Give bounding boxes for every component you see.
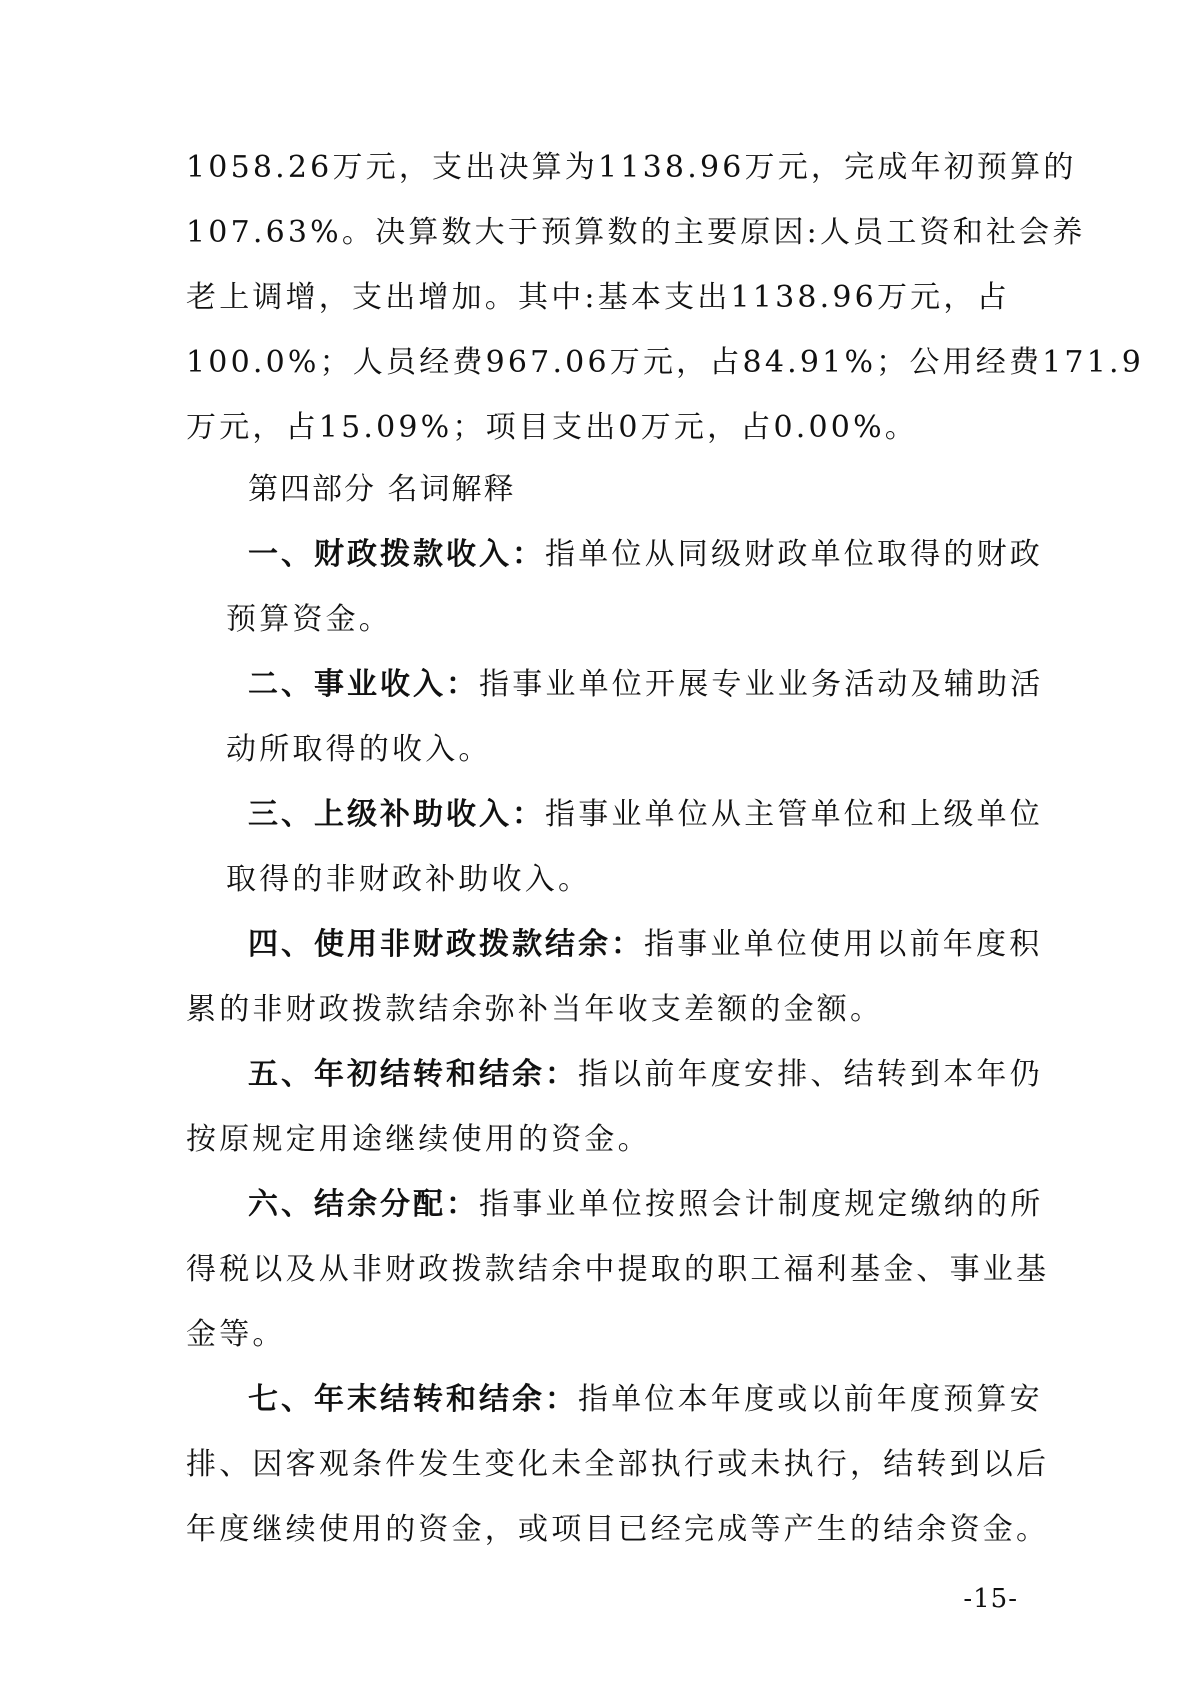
paragraph-line-1: 1058.26万元，支出决算为1138.96万元，完成年初预算的 — [186, 150, 1077, 185]
term-definition: 指单位本年度或以前年度预算安 — [578, 1382, 1043, 1417]
term-title: 二、事业收入： — [248, 667, 479, 702]
term-definition-cont: 动所取得的收入。 — [226, 732, 492, 767]
term-definition-cont: 排、因客观条件发生变化未全部执行或未执行，结转到以后 — [186, 1447, 1050, 1482]
term-definition-cont: 预算资金。 — [226, 602, 392, 637]
term-definition: 指事业单位开展专业业务活动及辅助活 — [479, 667, 1044, 702]
term-entry-7 — [248, 1380, 1043, 1420]
term-title: 一、财政拨款收入： — [248, 537, 545, 572]
term-entry-4 — [248, 925, 1042, 965]
term-definition-cont: 取得的非财政补助收入。 — [226, 862, 592, 897]
term-entry-2 — [248, 665, 1043, 705]
term-title: 五、年初结转和结余： — [248, 1057, 578, 1092]
term-entry-5 — [248, 1055, 1043, 1095]
paragraph-line-3: 老上调增，支出增加。其中:基本支出1138.96万元，占 — [186, 280, 1010, 315]
term-title: 四、使用非财政拨款结余： — [248, 927, 644, 962]
term-entry-3 — [248, 795, 1043, 835]
term-definition-cont: 得税以及从非财政拨款结余中提取的职工福利基金、事业基 — [186, 1252, 1050, 1287]
term-entry-6 — [248, 1185, 1043, 1225]
term-definition: 指事业单位使用以前年度积 — [644, 927, 1043, 962]
term-definition-cont: 年度继续使用的资金，或项目已经完成等产生的结余资金。 — [186, 1512, 1050, 1547]
term-title: 七、年末结转和结余： — [248, 1382, 578, 1417]
paragraph-line-4: 100.0%；人员经费967.06万元，占84.91%；公用经费171.9 — [186, 345, 1145, 380]
term-definition: 指以前年度安排、结转到本年仍 — [578, 1057, 1043, 1092]
page-number: -15- — [963, 1584, 1018, 1614]
section-heading: 第四部分 名词解释 — [248, 472, 516, 507]
term-definition: 指事业单位按照会计制度规定缴纳的所 — [479, 1187, 1044, 1222]
term-definition-cont: 金等。 — [186, 1317, 286, 1352]
paragraph-line-5: 万元，占15.09%；项目支出0万元，占0.00%。 — [186, 410, 918, 445]
term-title: 三、上级补助收入： — [248, 797, 545, 832]
term-definition-cont: 累的非财政拨款结余弥补当年收支差额的金额。 — [186, 992, 884, 1027]
term-definition-cont: 按原规定用途继续使用的资金。 — [186, 1122, 651, 1157]
term-title: 六、结余分配： — [248, 1187, 479, 1222]
term-definition: 指单位从同级财政单位取得的财政 — [545, 537, 1043, 572]
term-entry-1 — [248, 535, 1043, 575]
paragraph-line-2: 107.63%。决算数大于预算数的主要原因:人员工资和社会养 — [186, 215, 1086, 250]
term-definition: 指事业单位从主管单位和上级单位 — [545, 797, 1043, 832]
